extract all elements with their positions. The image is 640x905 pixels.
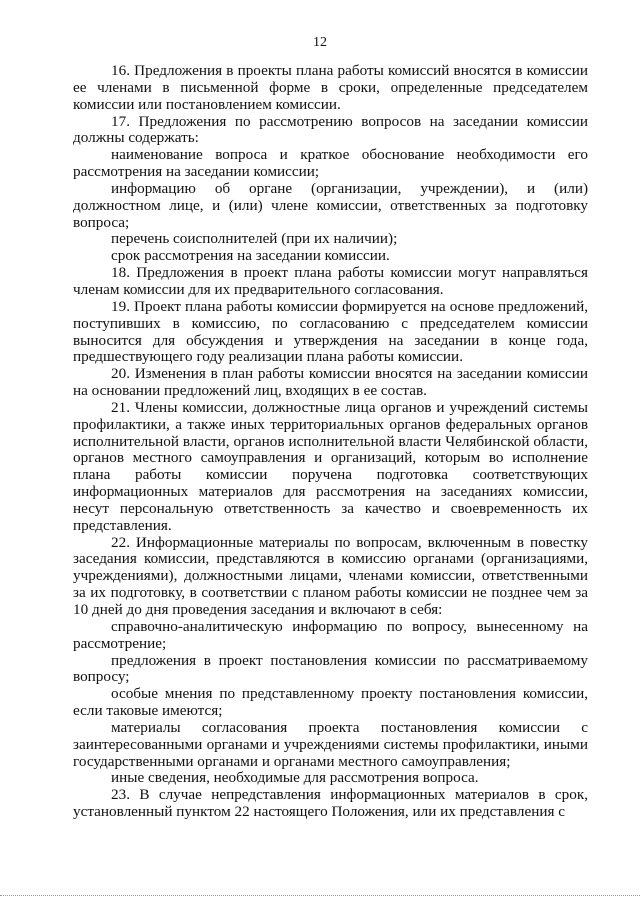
- list-item: материалы согласования проекта постановления комиссии с заинтересованными органами и учреждениями системы профилактики, иными государственными органами и органами местного самоуправления;: [73, 718, 588, 770]
- paragraph-23: 23. В случае непредставления информационных материалов в срок, установленный пунктом 22 настоящего Положения, или их представления с: [73, 786, 588, 821]
- list-item: справочно-аналитическую информацию по вопросу, вынесенному на рассмотрение;: [73, 617, 588, 652]
- list-item: перечень соисполнителей (при их наличии);: [111, 230, 398, 248]
- list-item: информацию об органе (организации, учреждении), и (или) должностном лице, и (или) члене комиссии, ответственных за подготовку вопроса;: [73, 179, 588, 231]
- paragraph-20: 20. Изменения в план работы комиссии вносятся на заседании комиссии на основании предложений лиц, входящих в ее состав.: [73, 365, 588, 400]
- paragraph-22: 22. Информационные материалы по вопросам, включенным в повестку заседания комиссии, представляются в комиссию органами (организациями, учреждениями), должностными лицами, членами комиссии, ответственными за их подготовку, в соответствии с планом работы комиссии не позднее чем за 10 дней до дня проведения заседания и включают в себя:: [73, 533, 588, 618]
- list-item: иные сведения, необходимые для рассмотрения вопроса.: [111, 769, 479, 787]
- list-item: срок рассмотрения на заседании комиссии.: [111, 247, 390, 265]
- list-item: особые мнения по представленному проекту постановления комиссии, если таковые имеются;: [73, 685, 588, 720]
- list-item: наименование вопроса и краткое обоснование необходимости его рассмотрения на заседании комиссии;: [73, 146, 588, 181]
- list-item: предложения в проект постановления комиссии по рассматриваемому вопросу;: [73, 651, 588, 686]
- paragraph-16: 16. Предложения в проекты плана работы комиссий вносятся в комиссии ее членами в письменной форме в сроки, определенные председателем комиссии или постановлением комиссии.: [73, 62, 588, 113]
- paragraph-17: 17. Предложения по рассмотрению вопросов на заседании комиссии должны содержать:: [73, 112, 588, 147]
- page-number: 12: [313, 35, 327, 50]
- paragraph-18: 18. Предложения в проект плана работы комиссии могут направляться членам комиссии для их предварительного согласования.: [73, 264, 588, 298]
- footer-divider: [0, 895, 640, 897]
- paragraph-19: 19. Проект плана работы комиссии формируется на основе предложений, поступивших в комиссию, по согласованию с председателем комиссии выносится для обсуждения и утверждения на заседании в конце года, предшествующего году реализации плана работы комиссии.: [73, 297, 588, 366]
- body-text: [73, 63, 588, 821]
- paragraph-21: 21. Члены комиссии, должностные лица органов и учреждений системы профилактики, а также иных территориальных органов федеральных органов исполнительной власти, органов исполнительной власти Челябинской области, органов местного самоуправления и организаций, которым во исполнение плана работы комиссии поручена подготовка соответствующих информационных материалов для рассмотрения на заседаниях комиссии, несут персональную ответственность за качество и своевременность их представления.: [73, 398, 588, 534]
